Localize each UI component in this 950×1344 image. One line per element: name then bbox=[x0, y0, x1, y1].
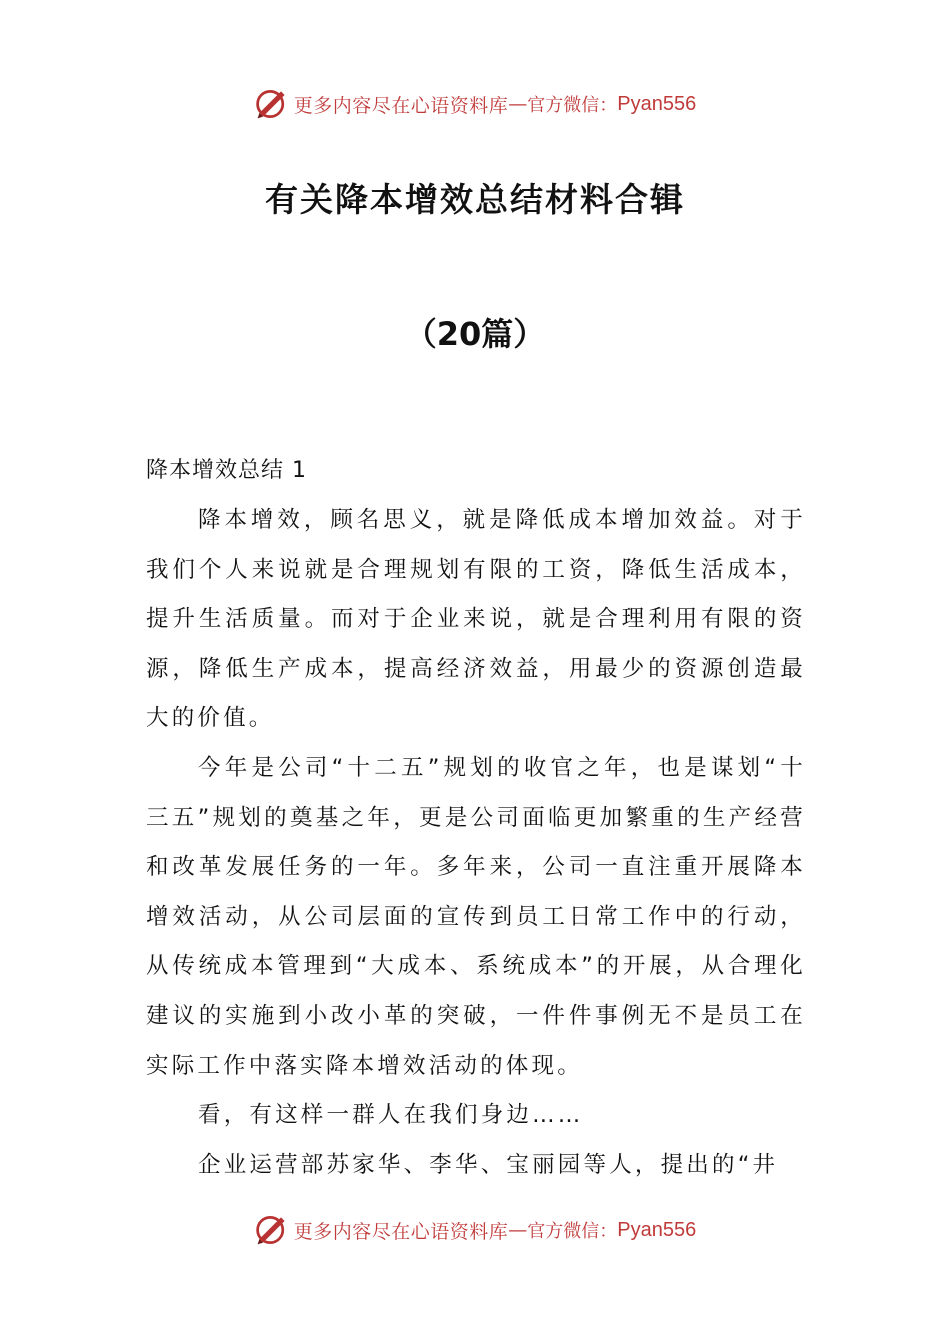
header-wechat-label: 官方微信： bbox=[527, 95, 618, 116]
header-wechat-id: Pyan556 bbox=[617, 92, 697, 115]
paragraph-2: 今年是公司“十二五”规划的收官之年，也是谋划“十三五”规划的奠基之年，更是公司面临更加繁重的生产经营和改革发展任务的一年。多年来，公司一直注重开展降本增效活动，从公司层面的宣传到员工日常工作中的行动，从传统成本管理到“大成本、系统成本”的开展，从合理化建议的实施到小改小革的突破，一件件事例无不是员工在实际工作中落实降本增效活动的体现。 bbox=[146, 754, 806, 1079]
footer-wechat-id: Pyan556 bbox=[617, 1218, 697, 1241]
pen-logo-icon bbox=[254, 1212, 290, 1248]
section-heading: 降本增效总结 1 bbox=[146, 458, 307, 483]
footer-separator: — bbox=[508, 1219, 528, 1241]
footer-wechat-label: 官方微信： bbox=[527, 1221, 618, 1242]
paragraph-3: 看，有这样一群人在我们身边…… bbox=[198, 1102, 584, 1129]
footer-banner bbox=[0, 1210, 950, 1250]
pen-logo-icon bbox=[254, 86, 290, 122]
document-title: 有关降本增效总结材料合辑 bbox=[265, 180, 685, 219]
footer-promo-text: 更多内容尽在心语资料库 bbox=[293, 1220, 509, 1243]
document-subtitle: （20篇） bbox=[404, 315, 546, 353]
paragraph-1: 降本增效，顾名思义，就是降低成本增加效益。对于我们个人来说就是合理规划有限的工资，降低生活成本，提升生活质量。而对于企业来说，就是合理利用有限的资源，降低生产成本，提高经济效益，用最少的资源创造最大的价值。 bbox=[146, 507, 806, 732]
header-banner bbox=[0, 84, 950, 124]
header-promo-text: 更多内容尽在心语资料库 bbox=[293, 94, 509, 117]
paragraph-4: 企业运营部苏家华、李华、宝丽园等人，提出的“井 bbox=[198, 1151, 779, 1178]
document-body bbox=[146, 446, 806, 1190]
header-separator: — bbox=[508, 93, 528, 115]
